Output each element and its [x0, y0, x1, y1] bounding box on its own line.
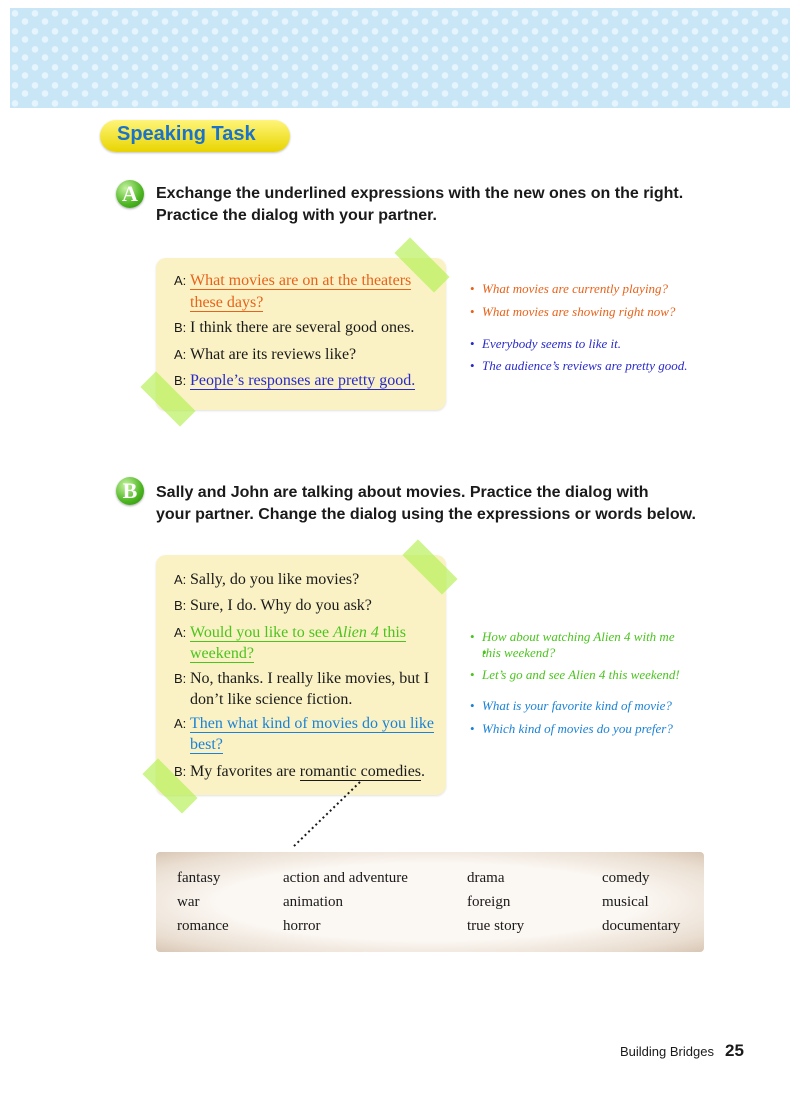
option-item-continuation: • this weekend? — [482, 645, 555, 661]
section-a-badge: A — [116, 180, 144, 208]
option-item: • The audience’s reviews are pretty good. — [470, 358, 688, 374]
underlined-expression: weekend? — [190, 645, 254, 662]
dialog-line — [174, 270, 411, 292]
underlined-expression: Would you like to see Alien 4 this — [190, 624, 407, 641]
dialog-line — [174, 713, 434, 735]
dialog-line — [174, 370, 415, 392]
instruction-line: your partner. Change the dialog using the expressions or words below. — [156, 506, 696, 523]
option-item: • Let’s go and see Alien 4 this weekend! — [470, 667, 680, 683]
option-item: • How about watching Alien 4 with me — [470, 629, 675, 645]
speaker-label: B: — [174, 598, 187, 613]
dialog-line-continuation — [190, 689, 352, 711]
genre-word: action and adventure — [283, 870, 408, 886]
speaker-label: B: — [174, 764, 187, 779]
dialog-line — [174, 344, 356, 366]
underlined-expression: Then what kind of movies do you like — [190, 715, 434, 732]
section-b-badge: B — [116, 477, 144, 505]
speaker-label: B: — [174, 373, 187, 388]
instruction-line: Exchange the underlined expressions with the new ones on the right. — [156, 185, 684, 202]
option-item: • Which kind of movies do you prefer? — [470, 721, 673, 737]
option-item: • What movies are showing right now? — [470, 304, 675, 320]
instruction-line: Practice the dialog with your partner. — [156, 207, 437, 224]
speaker-label: A: — [174, 273, 187, 288]
underlined-expression: What movies are on at the theaters — [190, 272, 412, 289]
genre-word: foreign — [467, 894, 511, 910]
underlined-expression: best? — [190, 736, 223, 753]
dialog-line-continuation — [190, 734, 223, 756]
speaker-label: A: — [174, 716, 187, 731]
genre-word: drama — [467, 870, 505, 886]
option-item: • Everybody seems to like it. — [470, 336, 621, 352]
genre-word: musical — [602, 894, 649, 910]
speaker-label: A: — [174, 347, 187, 362]
dialog-line — [174, 622, 406, 644]
speaker-label: B: — [174, 320, 187, 335]
genre-word: war — [177, 894, 200, 910]
dialog-text: Sure, I do. Why do you ask? — [190, 597, 372, 614]
dialog-text: Sally, do you like movies? — [190, 571, 360, 588]
dialog-line — [174, 595, 372, 617]
section-a-instruction — [156, 183, 716, 227]
dialog-text: I think there are several good ones. — [190, 319, 415, 336]
instruction-line: Sally and John are talking about movies. Practice the dialog with — [156, 484, 649, 501]
speaker-label: A: — [174, 625, 187, 640]
underlined-expression: People’s responses are pretty good. — [190, 372, 416, 389]
genre-word: romance — [177, 918, 229, 934]
underlined-expression: these days? — [190, 294, 264, 311]
dialog-line — [174, 317, 414, 339]
speaker-label: A: — [174, 572, 187, 587]
decorative-banner — [10, 8, 790, 108]
option-item: • What movies are currently playing? — [470, 281, 668, 297]
dialog-text: What are its reviews like? — [190, 346, 357, 363]
genre-word: fantasy — [177, 870, 221, 886]
dialog-line-continuation — [190, 292, 263, 314]
footer-title: Building Bridges — [620, 1044, 714, 1059]
dialog-line — [174, 569, 359, 591]
dialog-text: No, thanks. I really like movies, but I — [190, 670, 430, 687]
dialog-text: My favorites are — [190, 763, 300, 780]
genre-word: horror — [283, 918, 321, 934]
genre-word: comedy — [602, 870, 650, 886]
dialog-line-continuation — [190, 643, 254, 665]
dialog-text: don’t like science fiction. — [190, 691, 353, 708]
dotted-connector — [288, 780, 364, 852]
underlined-expression: romantic comedies — [299, 763, 422, 780]
page-number: 25 — [725, 1041, 744, 1060]
speaking-task-label — [100, 120, 290, 152]
genre-word: animation — [283, 894, 343, 910]
genre-word: true story — [467, 918, 525, 934]
dialog-line — [174, 668, 429, 690]
section-b-instruction — [156, 482, 716, 526]
speaker-label: B: — [174, 671, 187, 686]
option-item: • What is your favorite kind of movie? — [470, 698, 672, 714]
speaking-task-text: Speaking Task — [117, 123, 256, 145]
genre-word: documentary — [602, 918, 681, 934]
dialog-line: B: My favorites are romantic comedies. — [174, 761, 425, 783]
